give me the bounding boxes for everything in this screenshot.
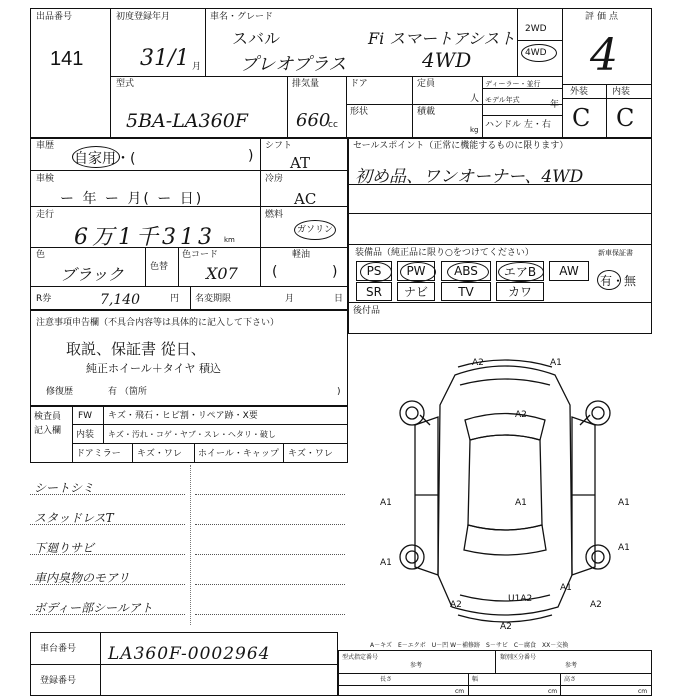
equip-abs: ABS (441, 261, 491, 281)
registration-label: 登録番号 (40, 676, 77, 686)
seats-label: 定員 (417, 79, 436, 89)
fw-label: FW (78, 411, 93, 421)
lot-number: 141 (50, 48, 84, 70)
deadline-month: 月 (285, 294, 295, 304)
equip-tv: TV (441, 282, 491, 301)
door-label: ドア (350, 79, 368, 89)
disp-label: 排気量 (292, 79, 320, 89)
equip-sr: SR (356, 282, 392, 301)
wheel-label: ホイール・キャップ (198, 449, 279, 459)
warranty-label: 新車保証書 (598, 249, 633, 257)
drive-4wd-label: 4WD (525, 48, 547, 58)
chassis-label: 車台番号 (40, 644, 77, 654)
year-unit: 年 (550, 100, 560, 110)
paren-close: ) (332, 264, 338, 280)
height-label: 高さ (564, 676, 577, 683)
mark-roof: A1 (515, 498, 527, 508)
car-damage-diagram (360, 345, 650, 635)
drive-2wd-label: 2WD (525, 24, 547, 34)
tone-label: 色替 (150, 262, 169, 272)
exterior-value: C (572, 104, 591, 132)
ac-value: AC (294, 190, 317, 208)
equip-pw: PW (397, 261, 435, 281)
mileage-unit: km (224, 236, 235, 244)
type-value: 5BA-LA360F (126, 110, 248, 132)
mark-left-side: A1 (380, 498, 392, 508)
interior-label: 内装 (612, 87, 631, 97)
paren-open: ( (272, 264, 278, 280)
mark-rear-right-2: A2 (590, 600, 602, 610)
deadline-label: 名変期限 (195, 294, 232, 304)
mileage-value: 6万1千313 (74, 225, 216, 250)
color-code-value: X07 (206, 264, 238, 283)
diesel-label: 軽油 (292, 250, 311, 260)
equip-ps: PS (356, 261, 392, 281)
history-label: 車歴 (36, 141, 55, 151)
notes-line2: 純正ホイール＋タイヤ 積込 (86, 362, 222, 375)
fw-items: キズ・飛石・ヒビ割・リペア跡・X要 (108, 411, 258, 421)
mark-front-left: A2 (472, 358, 484, 368)
load-unit: kg (470, 126, 479, 134)
length-label: 長さ (380, 676, 393, 683)
sales-value: 初め品、ワンオーナー、4WD (355, 167, 584, 187)
mark-hood: A2 (515, 410, 527, 420)
repair-close: ) (337, 387, 341, 397)
score-value: 4 (590, 30, 618, 81)
remarks-area (30, 465, 348, 625)
inspection-label: 車検 (36, 174, 55, 184)
first-reg-value: 31/1 (140, 46, 190, 71)
class-label: 類別区分番号 (500, 654, 537, 661)
mark-rear-left-wheel: A1 (380, 558, 392, 568)
shift-label: シフト (265, 141, 293, 151)
dealer-label: ディーラー・並行 (485, 80, 541, 88)
mark-rear-right-wheel: A1 (618, 543, 630, 553)
inspection-value: ー 年 ー 月( ー 日) (60, 191, 204, 207)
notes-label: 注意事項申告欄（不具合内容等は具体的に記入して下さい） (36, 318, 280, 328)
ac-label: 冷房 (265, 174, 284, 184)
car-roof (468, 435, 542, 530)
exterior-label: 外装 (570, 87, 589, 97)
mark-rear-center: U1A2 (508, 594, 533, 604)
model-year-label: モデル年式 (485, 96, 520, 104)
sales-label: セールスポイント（正常に機能するものに限ります） (353, 141, 569, 151)
mark-right-side: A1 (618, 498, 630, 508)
mark-rear-right: A1 (560, 583, 572, 593)
inspector-label-2: 記入欄 (34, 426, 62, 436)
fuel-value: ガソリン (297, 225, 334, 235)
aftermarket-label: 後付品 (353, 306, 381, 316)
first-reg-label: 初度登録年月 (116, 12, 171, 22)
wheel-items: キズ・ワレ (288, 449, 333, 459)
int-label: 内装 (76, 430, 95, 440)
shift-value: AT (290, 154, 311, 172)
int-items: キズ・汚れ・コゲ・ヤブ・スレ・ヘタリ・破し (108, 430, 276, 439)
history-value: 自家用・( (74, 151, 136, 167)
height-unit: cm (638, 688, 648, 695)
drive-value: 4WD (422, 48, 472, 72)
disp-value: 660 (296, 110, 331, 131)
interior-value: C (616, 104, 635, 132)
model-cert-label: 型式指定番号 (342, 654, 379, 661)
mark-rear-bumper: A2 (500, 622, 512, 632)
recycle-label: R券 (36, 294, 52, 304)
inspector-label-1: 検査員 (34, 412, 62, 422)
remark-3: 下廻りサビ (34, 541, 95, 555)
equip-navi: ナビ (397, 282, 435, 301)
repair-label: 修復歴 (46, 387, 74, 397)
remark-5: ボディー部シールアト (34, 601, 153, 615)
mirror-label: ドアミラー (76, 449, 121, 459)
make-value: スバル (232, 29, 281, 48)
equip-aw: AW (549, 261, 589, 281)
handle-label: ハンドル 左・右 (485, 120, 551, 130)
score-label: 評価点 (585, 12, 622, 22)
model-cert-ref: 参考 (410, 662, 423, 669)
chassis-value: LA360F-0002964 (108, 644, 271, 664)
car-outline (438, 366, 572, 615)
equip-airbag: エアB (496, 261, 544, 281)
equipment-label: 装備品（純正品に限り○をつけてください） (355, 248, 534, 258)
month-unit: 月 (192, 62, 202, 72)
load-label: 積載 (417, 107, 436, 117)
mirror-items: キズ・ワレ (137, 449, 182, 459)
width-unit: cm (548, 688, 558, 695)
remark-2: スタッドレスT (34, 511, 114, 525)
mark-front-right: A1 (550, 358, 562, 368)
equip-leather: カワ (496, 282, 544, 301)
notes-line1: 取説、保証書 從日、 (66, 340, 206, 358)
shape-label: 形状 (350, 107, 369, 117)
color-code-label: 色コード (182, 250, 219, 260)
model-label: 車名・グレード (210, 12, 274, 22)
type-label: 型式 (116, 79, 135, 89)
diagram-legend: A－キズ E－エクボ U－凹 W－補修跡 S－サビ C－腐食 XX－交換 (370, 642, 569, 649)
recycle-value: 7,140 (100, 292, 141, 308)
mileage-label: 走行 (36, 210, 55, 220)
color-label: 色 (36, 250, 46, 260)
mark-rear-left: A2 (450, 600, 462, 610)
remark-1: シートシミ (34, 481, 95, 495)
warranty-value: 有・無 (600, 274, 637, 288)
width-label: 幅 (472, 676, 479, 683)
fuel-label: 燃料 (265, 210, 284, 220)
color-value: ブラック (60, 265, 124, 284)
lot-label: 出品番号 (36, 12, 73, 22)
seats-unit: 人 (470, 94, 480, 104)
repair-value: 有 （箇所 (108, 387, 147, 397)
length-unit: cm (455, 688, 465, 695)
deadline-day: 日 (334, 294, 344, 304)
disp-unit: cc (328, 120, 338, 130)
class-ref: 参考 (565, 662, 578, 669)
recycle-unit: 円 (170, 294, 180, 304)
model-value: プレオプラス (240, 54, 347, 75)
grade-value: Fi スマートアシスト (368, 29, 516, 48)
remark-4: 車内臭物のモアリ (34, 571, 130, 585)
history-close: ) (248, 148, 254, 164)
